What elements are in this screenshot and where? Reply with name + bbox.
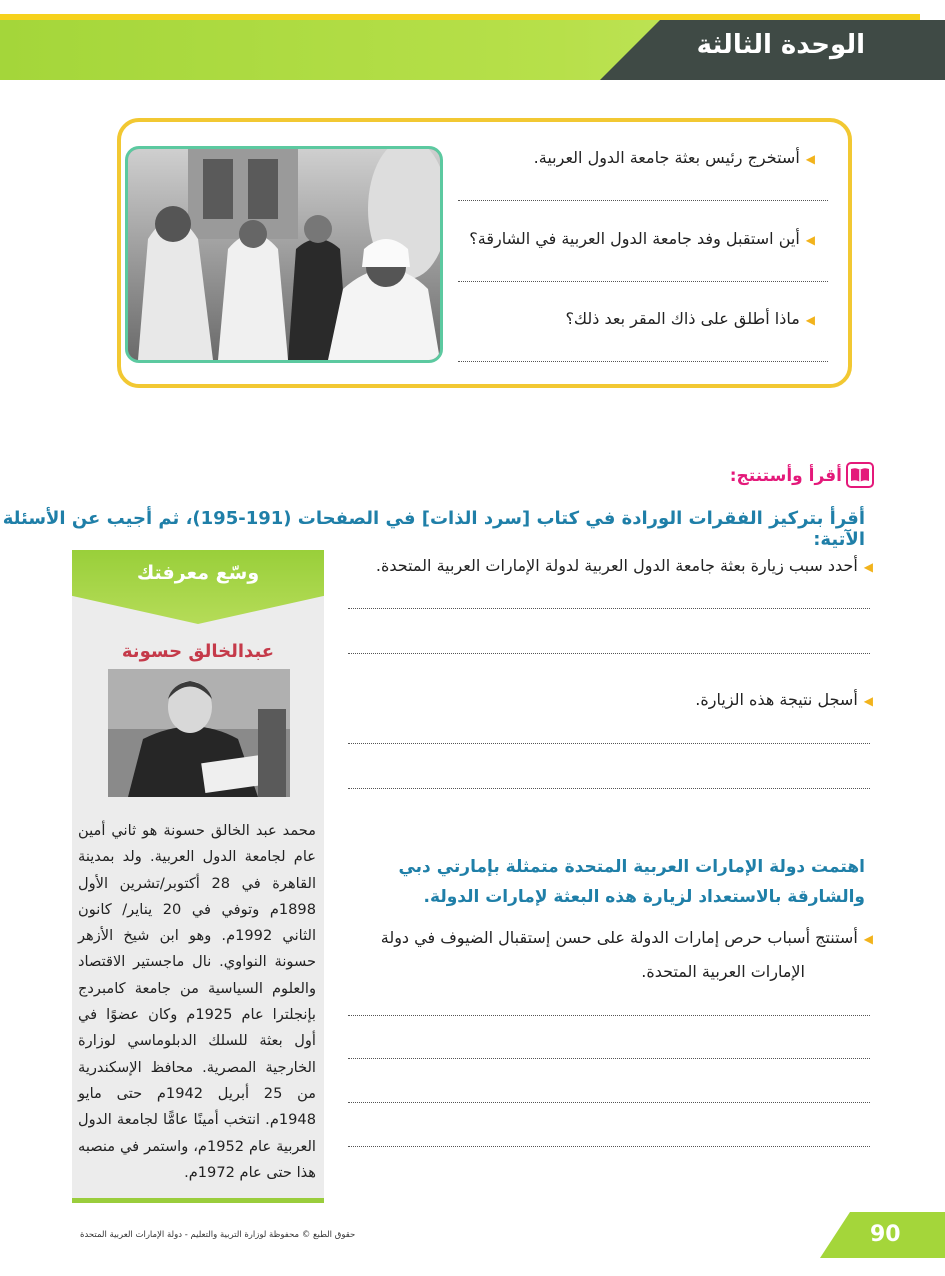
main-question-1: ◀أحدد سبب زيارة بعثة جامعة الدول العربية لدولة الإمارات العربية المتحدة. (375, 556, 873, 575)
answer-line[interactable] (458, 200, 828, 201)
answer-line[interactable] (458, 281, 828, 282)
person-photo (108, 669, 290, 797)
copyright: حقوق الطبع © محفوظة لوزارة التربية والتعليم - دولة الإمارات العربية المتحدة (80, 1230, 356, 1240)
delegation-photo (125, 146, 443, 363)
answer-line[interactable] (348, 743, 870, 744)
book-icon (846, 462, 874, 488)
top-question-2: ◀أين استقبل وفد جامعة الدول العربية في الشارقة؟ (469, 229, 815, 248)
sidebar-banner-title: وسّع معرفتك (136, 562, 260, 584)
person-name: عبدالخالق حسونة (121, 641, 275, 662)
answer-line[interactable] (348, 608, 870, 609)
answer-line[interactable] (348, 1015, 870, 1016)
sidebar-bottom-bar (72, 1198, 324, 1203)
main-question-2: ◀أسجل نتيجة هذه الزيارة. (695, 690, 873, 709)
top-question-1: ◀أستخرج رئيس بعثة جامعة الدول العربية. (533, 148, 815, 167)
main-question-3-cont: الإمارات العربية المتحدة. (641, 962, 805, 981)
section-instruction: أقرأ بتركيز الفقرات الورادة في كتاب [سرد الذات] في الصفحات (191-195)، ثم أجيب عن الأسئلة الآتية: (2, 508, 865, 550)
answer-line[interactable] (348, 1102, 870, 1103)
answer-line[interactable] (458, 361, 828, 362)
unit-title: الوحدة الثالثة (696, 30, 865, 60)
page-number: 90 (870, 1222, 901, 1247)
answer-line[interactable] (348, 1146, 870, 1147)
section-title: أقرأ وأستنتج: (729, 466, 842, 486)
answer-line[interactable] (348, 788, 870, 789)
person-bio: محمد عبد الخالق حسونة هو ثاني أمين عام لجامعة الدول العربية. ولد بمدينة القاهرة في 28 أكتوبر/تشرين الأول 1898م وتوفي في 20 يناير/ كانون الثاني 1992م. وهو ابن شيخ الأزهر حسونة النواوي. نال ماجستير الاقتصاد والعلوم السياسية من جامعة كامبردج بإنجلترا عام 1925م وكان عضوًا في أول بعثة للسلك الدبلوماسي لوزارة الخارجية المصرية. محافظ الإسكندرية من 25 أبريل 1942م حتى مايو 1948م. انتخب أمينًا عامًّا لجامعة الدول العربية عام 1952م، واستمر في منصبه هذا حتى عام 1972م. (78, 822, 317, 1181)
context-paragraph: اهتمت دولة الإمارات العربية المتحدة متمثلة بإمارتي دبي والشارقة بالاستعداد لزيارة هذه البعثة لإمارات الدولة. (398, 857, 865, 907)
answer-line[interactable] (348, 1058, 870, 1059)
answer-line[interactable] (348, 653, 870, 654)
top-question-3: ◀ماذا أطلق على ذاك المقر بعد ذلك؟ (565, 309, 815, 328)
main-question-3: ◀أستنتج أسباب حرص إمارات الدولة على حسن إستقبال الضيوف في دولة (380, 928, 873, 947)
